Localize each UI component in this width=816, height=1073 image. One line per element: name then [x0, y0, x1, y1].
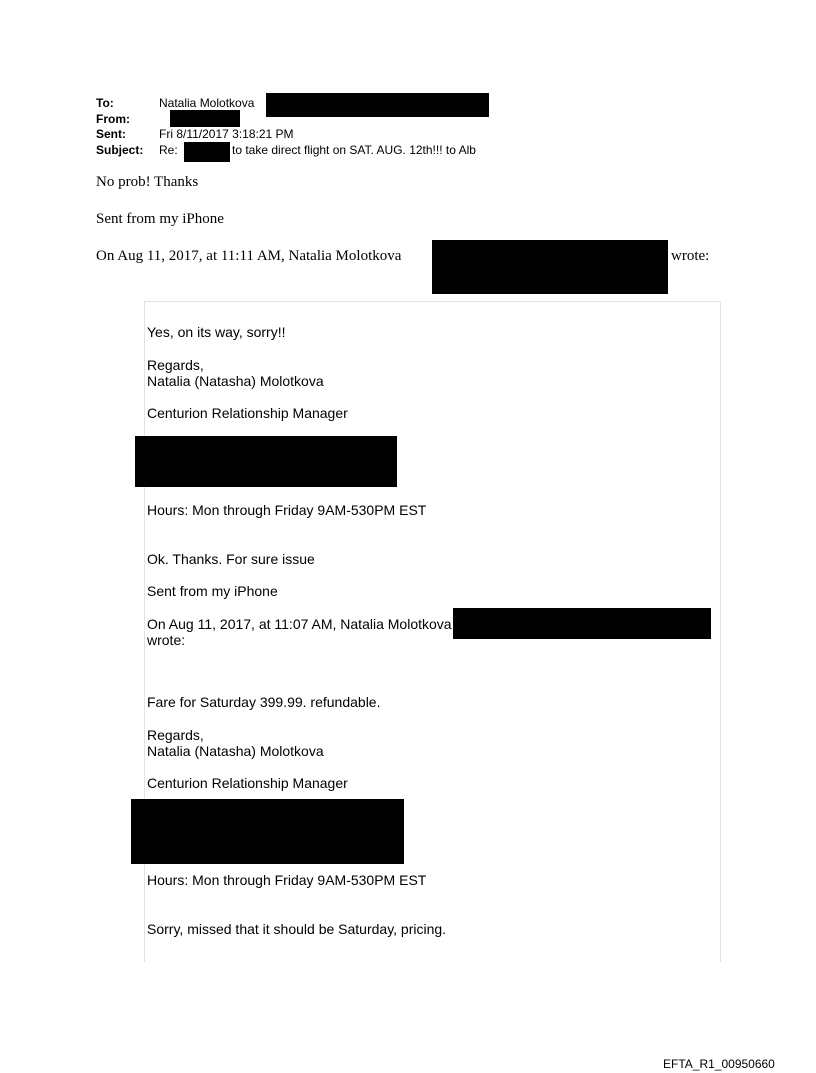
quoted-regards-1: Regards, [147, 357, 204, 373]
reply-signature: Sent from my iPhone [96, 211, 224, 227]
quoted-message-4: Sorry, missed that it should be Saturday, pricing. [147, 921, 447, 937]
redaction-to-email [266, 93, 489, 117]
from-label: From: [96, 112, 130, 126]
subject-rest: to take direct flight on SAT. AUG. 12th!!! to Alb [232, 143, 476, 157]
redaction-contact-3 [131, 799, 404, 864]
document-id: EFTA_R1_00950660 [663, 1057, 775, 1071]
quoted-message-1: Yes, on its way, sorry!! [147, 324, 286, 340]
quoted-message-3: Fare for Saturday 399.99. refundable. [147, 694, 381, 710]
quoted-name-3: Natalia (Natasha) Molotkova [147, 743, 324, 759]
redaction-from [170, 110, 240, 127]
subject-prefix: Re: [159, 143, 178, 157]
reply-quote-wrote: wrote: [671, 248, 710, 264]
redaction-subject-name [184, 142, 230, 162]
quoted-iphone-2: Sent from my iPhone [147, 583, 278, 599]
quoted-hours-3: Hours: Mon through Friday 9AM-530PM EST [147, 872, 427, 888]
redaction-email-2 [453, 608, 711, 639]
quoted-regards-3: Regards, [147, 727, 204, 743]
quoted-wrote-2: wrote: [147, 632, 186, 648]
to-value: Natalia Molotkova [159, 96, 255, 110]
sent-label: Sent: [96, 127, 126, 141]
quoted-title-1: Centurion Relationship Manager [147, 405, 348, 421]
to-label: To: [96, 96, 114, 110]
reply-message: No prob! Thanks [96, 174, 199, 190]
subject-label: Subject: [96, 143, 144, 157]
quoted-message-2: Ok. Thanks. For sure issue [147, 551, 315, 567]
reply-quote-intro: On Aug 11, 2017, at 11:11 AM, Natalia Molotkova [96, 248, 402, 264]
quoted-name-1: Natalia (Natasha) Molotkova [147, 373, 324, 389]
redaction-contact-1 [135, 436, 397, 487]
quoted-intro-2: On Aug 11, 2017, at 11:07 AM, Natalia Molotkova [147, 616, 452, 632]
quoted-hours-1: Hours: Mon through Friday 9AM-530PM EST [147, 502, 427, 518]
sent-value: Fri 8/11/2017 3:18:21 PM [159, 127, 294, 141]
redaction-quote-email [432, 240, 668, 294]
quoted-title-3: Centurion Relationship Manager [147, 775, 348, 791]
